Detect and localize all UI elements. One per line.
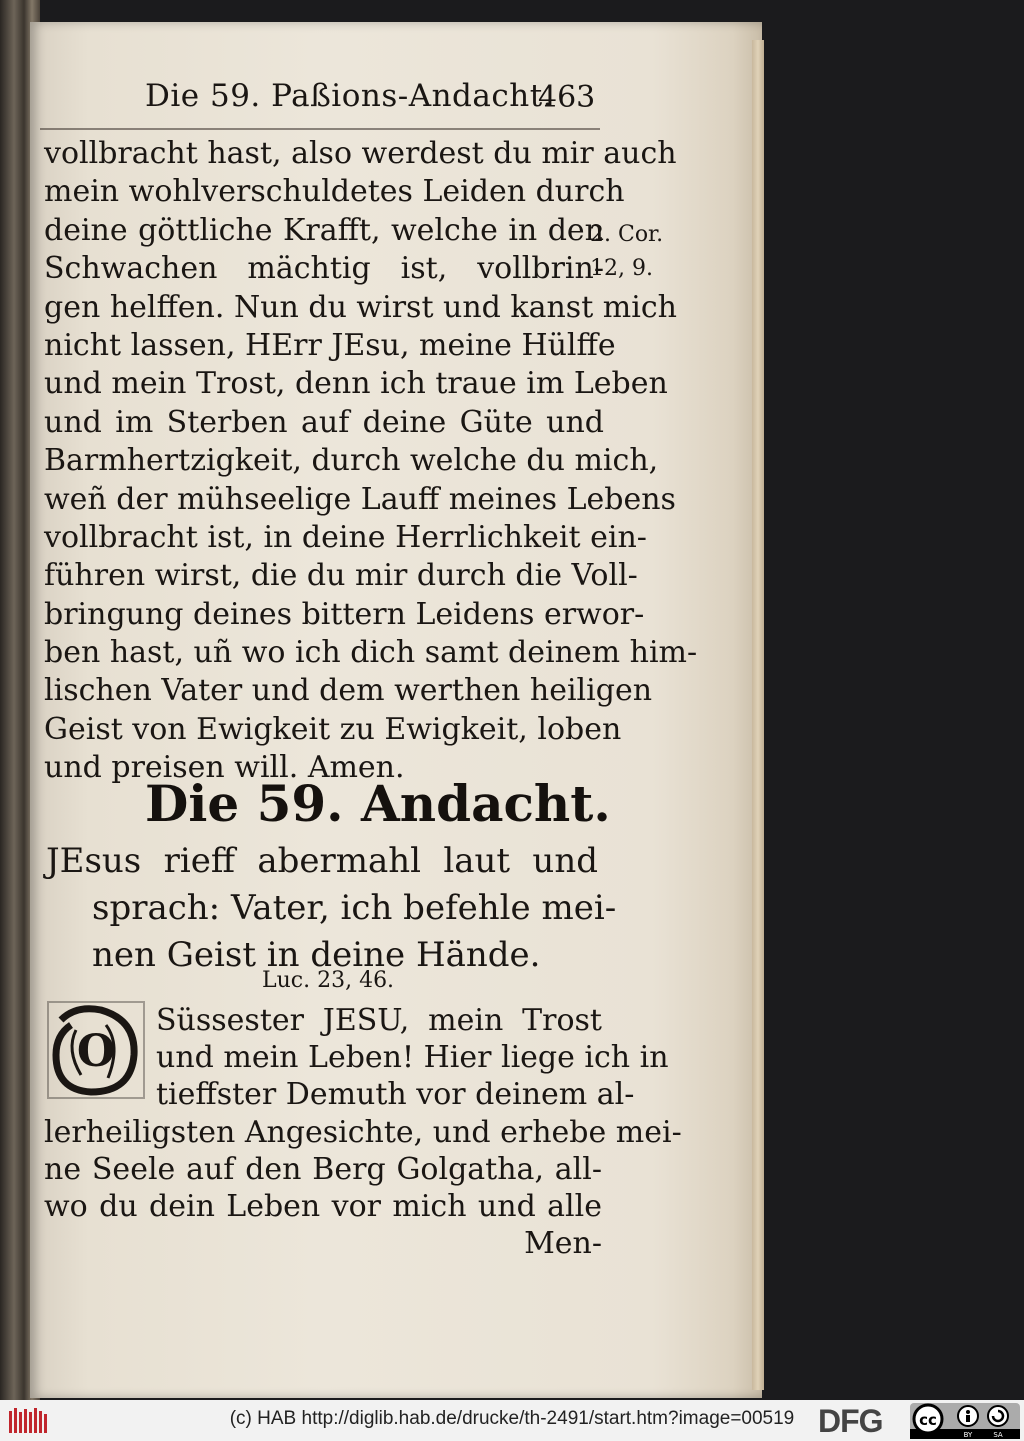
text-line: Barmhertzigkeit, durch welche du mich,	[44, 443, 659, 479]
text-line: tieffster Demuth vor deinem al-	[156, 1077, 635, 1113]
marginal-note-line: 12, 9.	[590, 256, 653, 281]
text-line: vollbracht ist, in deine Herrlichkeit ein-	[44, 519, 647, 555]
sa-icon	[988, 1406, 1008, 1426]
text-line: und mein Trost, denn ich traue im Leben	[44, 366, 668, 402]
text-line: vollbracht hast, also werdest du mir auch	[44, 136, 677, 171]
text-line: führen wirst, die du mir durch die Voll-	[44, 558, 638, 594]
text-line: Süssester JESU, mein Trost	[156, 1003, 602, 1038]
cc-by-sa-license-icon[interactable]	[910, 1403, 1020, 1439]
prayer-text	[44, 1002, 682, 1262]
scripture-reference: Luc. 23, 46.	[262, 968, 395, 993]
text-line: Geist von Ewigkeit zu Ewigkeit, loben	[44, 711, 622, 747]
head-rule	[40, 128, 600, 130]
section-heading: Die 59. Andacht.	[145, 774, 611, 833]
marginal-note-line: 2. Cor.	[590, 222, 664, 247]
text-line: und preisen will. Amen.	[44, 750, 405, 786]
text-line: weñ der mühseelige Lauff meines Lebens	[44, 481, 676, 517]
cc-icon	[914, 1405, 942, 1433]
running-head: Die 59. Paßions-Andacht.	[145, 78, 554, 114]
svg-text:BY: BY	[963, 1431, 973, 1439]
drop-cap-letter: O	[76, 1026, 116, 1077]
text-line: lischen Vater und dem werthen heiligen	[44, 673, 653, 709]
text-line: lerheiligsten Angesichte, und erhebe mei-	[44, 1114, 682, 1150]
text-line: gen helffen. Nun du wirst und kanst mich	[44, 289, 677, 325]
text-line: nicht lassen, HErr JEsu, meine Hülffe	[44, 327, 616, 363]
svg-text:SA: SA	[993, 1431, 1003, 1439]
text-line: ne Seele auf den Berg Golgatha, all-	[44, 1151, 602, 1187]
text-line: deine göttliche Krafft, welche in den	[44, 212, 604, 248]
page-fore-edge	[752, 40, 764, 1390]
scripture-verse	[46, 838, 617, 979]
text-line: Schwachen mächtig ist, vollbrin-	[44, 251, 604, 287]
verse-line: sprach: Vater, ich befehle mei-	[92, 888, 617, 928]
text-line: wo du dein Leben vor mich und alle	[44, 1188, 602, 1224]
copyright-link[interactable]: (c) HAB http://diglib.hab.de/drucke/th-2491/start.htm?image=00519	[229, 1408, 795, 1429]
text-line: und mein Leben! Hier liege ich in	[156, 1040, 669, 1076]
text-line: ben hast, uñ wo ich dich samt deinem him-	[44, 635, 698, 671]
by-icon	[958, 1406, 978, 1426]
text-line: und im Sterben auf deine Güte und	[44, 404, 604, 440]
text-line: bringung deines bittern Leidens erwor-	[44, 596, 645, 632]
text-line: mein wohlverschuldetes Leiden durch	[44, 174, 625, 210]
verse-line: nen Geist in deine Hände.	[92, 935, 541, 975]
catchword: Men-	[524, 1226, 602, 1262]
page-number: 463	[538, 80, 596, 115]
dfg-logo: DFG	[818, 1403, 883, 1439]
verse-line: JEsus rieff abermahl laut und	[46, 841, 598, 881]
svg-text:cc: cc	[919, 1411, 937, 1429]
footer-bar	[0, 1400, 1024, 1441]
